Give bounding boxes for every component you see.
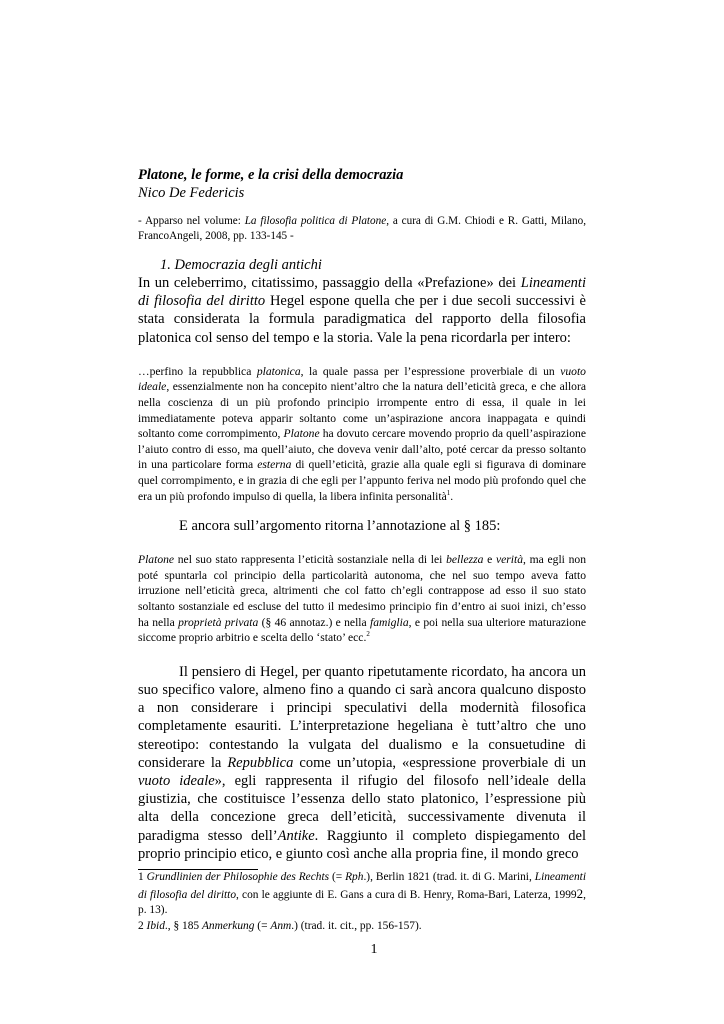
article-title: Platone, le forme, e la crisi della democrazia xyxy=(138,167,404,183)
q1-a: …perfino la repubblica xyxy=(138,364,257,378)
q2-g: proprietà privata xyxy=(178,615,259,629)
footnote-1 xyxy=(138,870,586,919)
p2-g: . Raggiunto il completo dispiegamento del proprio principio etico, e giunto così anche alla propria fine, il mondo greco xyxy=(138,827,586,862)
fn2-num: 2 xyxy=(138,919,147,932)
footnote-ref-2[interactable]: 2 xyxy=(366,630,370,639)
q2-f: , ma egli non poté spuntarla col principio della particolarità autonoma, che nel suo tempo aveva fatto irruzione nell’eticità greca, altrimenti che col fatto ch’egli contrappose ad esso il suo stato soltanto sostanziale ed escluse del tutto il medesimo principio fin d’entro ai suoi inizi, ch’esso ha nella xyxy=(138,553,586,629)
q1-i: di quell’eticità, grazie alla quale egli si figurava di dominare quel corrompimento, e in grazia di che egli per l’appunto feriva nel modo più profondo quel che era un più profondo impulso di quella, la libera infinita personalità xyxy=(138,458,586,503)
fn2-b: ., § 185 xyxy=(164,919,202,932)
q1-f: Platone xyxy=(283,427,320,441)
p2-b: Repubblica xyxy=(227,754,294,771)
paragraph-1 xyxy=(138,274,586,347)
fn1-f: , con le aggiunte di E. Gans a cura di B. Henry, Roma-Bari, Laterza, 1999 xyxy=(236,888,577,901)
section-heading xyxy=(138,256,586,274)
q2-c: bellezza xyxy=(446,553,484,567)
q1-h: esterna xyxy=(257,458,292,472)
p2-f: Antike xyxy=(277,827,315,844)
fn1-e: Lineamenti di filosofia del diritto xyxy=(138,870,586,901)
fn1-num: 1 xyxy=(138,870,147,883)
transition-line: E ancora sull’argomento ritorna l’annotazione al § 185: xyxy=(179,518,501,535)
fn1-a: Grundlinien der Philosophie des Rechts xyxy=(146,870,330,883)
fn1-h: , p. 13). xyxy=(138,888,586,917)
p2-e: », egli rappresenta il rifugio del filosofo nell’ideale della giustizia, che costituisce l’essenza dello stato platonico, l’espressione più alta della concezione greca dell’eticità, successivamente divenuta il paradigma stesso dell’ xyxy=(138,772,586,844)
q1-g: ha dovuto cercare movendo proprio da quell’aspirazione l’aiuto contro di esso, ma quell’aiuto, che doveva venir dall’alto, poté cercar da presso soltanto in una particolare forma xyxy=(138,427,587,472)
paragraph-2 xyxy=(138,663,586,863)
fn1-g: 2 xyxy=(576,885,584,901)
block-quote-1 xyxy=(138,364,586,504)
document-page xyxy=(138,166,586,958)
p1-text-b: Lineamenti di filosofia del diritto xyxy=(138,275,586,310)
q1-e: , essenzialmente non ha concepito nient’altro che la natura dell’eticità greca, e che allora nella coscienza di un più profondo principio irrompente entro di essa, il quale in lei immediatamente poteva apparir soltanto come un’aspirazione ancora inappagata e quindi soltanto come corrompimento, xyxy=(138,380,586,441)
footnote-2 xyxy=(138,919,586,935)
article-author: Nico De Federicis xyxy=(138,185,245,201)
q2-e: verità xyxy=(496,553,524,567)
footnote-ref-1[interactable]: 1 xyxy=(446,488,451,497)
q1-end: . xyxy=(450,489,454,503)
fn2-c: Anmerkung xyxy=(201,919,255,932)
fn2-d: (= xyxy=(254,919,271,932)
p2-a: Il pensiero di Hegel, per quanto ripetutamente ricordato, ha ancora un suo specifico valore, almeno fino a quando ci sarà ancora qualcuno disposto a non considerare i principi speculativi della modernità filosofica completamente esauriti. L’interpretazione hegeliana è tutt’altro che uno stereotipo: contestando la vulgata del dualismo e la consuetudine di considerare la xyxy=(138,663,586,771)
pubnote-suffix: , a cura di G.M. Chiodi e R. Gatti, Milano, FrancoAngeli, 2008, pp. 133-145 - xyxy=(138,215,586,242)
p1-text-a: In un celeberrimo, citatissimo, passaggio della «Prefazione» dei xyxy=(138,275,521,291)
q2-i: famiglia xyxy=(369,615,409,629)
fn2-e: Anm xyxy=(270,919,292,932)
p1-text-c: Hegel espone quella che per i due secoli successivi è stata considerata la formula paradigmatica del rapporto della filosofia platonica col senso del tempo e la storia. Vale la pena ricordarla per intero: xyxy=(138,293,586,346)
q2-b: nel suo stato rappresenta l’eticità sostanziale nella di lei xyxy=(174,553,447,567)
page-number: 1 xyxy=(370,942,378,958)
fn1-c: Rph xyxy=(345,870,364,883)
section-title: 1. Democrazia degli antichi xyxy=(160,257,322,273)
pubnote-prefix: - Apparso nel volume: xyxy=(138,215,245,227)
fn2-f: .) (trad. it. cit., pp. 156-157). xyxy=(291,919,422,932)
q1-d: vuoto ideale xyxy=(138,364,586,394)
q2-a: Platone xyxy=(138,553,175,567)
q2-h: (§ 46 annotaz.) e nella xyxy=(258,615,370,629)
q2-d: e xyxy=(483,553,496,567)
q1-c: , la quale passa per l’espressione proverbiale di un xyxy=(300,364,561,378)
pubnote-book: La filosofia politica di Platone xyxy=(244,215,387,227)
block-quote-2 xyxy=(138,552,586,646)
publication-note xyxy=(138,214,586,244)
fn2-a: Ibid xyxy=(146,919,165,932)
q2-j: , e poi nella sua ulteriore maturazione siccome proprio arbitrio e scelta dello ‘stato’ ecc. xyxy=(138,615,586,645)
p2-d: vuoto ideale xyxy=(138,772,215,789)
q1-b: platonica xyxy=(256,364,301,378)
fn1-d: .), Berlin 1821 (trad. it. di G. Marini, xyxy=(363,870,535,883)
fn1-b: (= xyxy=(329,870,346,883)
p2-c: come un’utopia, «espressione proverbiale di un xyxy=(293,754,586,771)
